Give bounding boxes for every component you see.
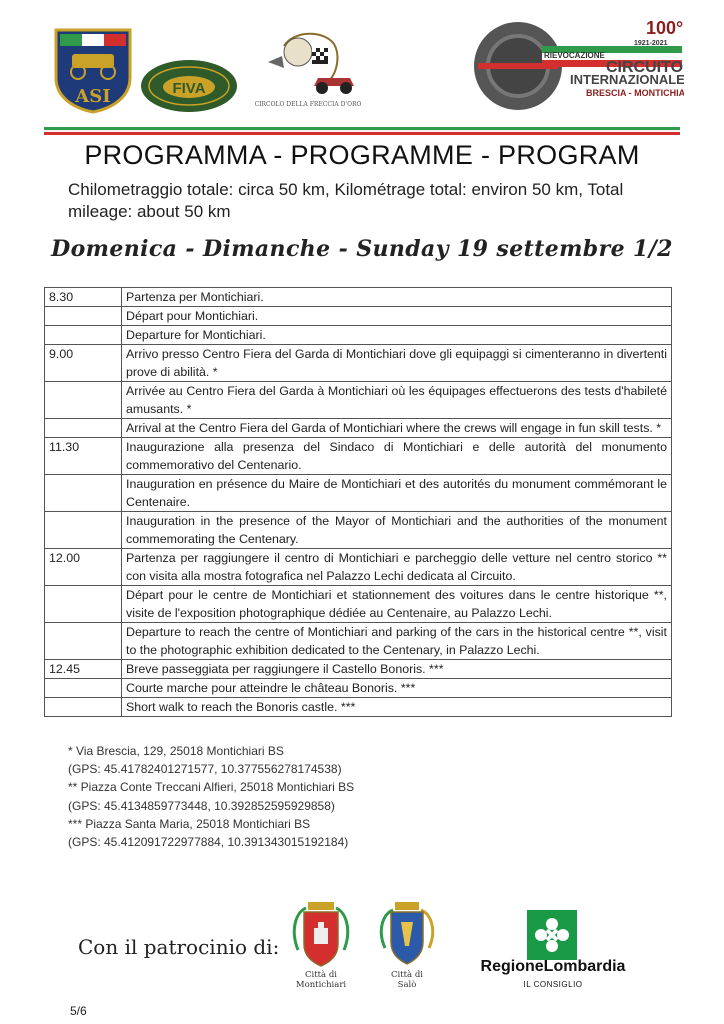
schedule-row [45,345,672,382]
header-stripe-red [44,132,680,135]
schedule-row [45,660,672,679]
salo-coat-of-arms-icon [375,900,439,970]
schedule-time [45,475,122,512]
svg-text:ASI: ASI [75,86,111,107]
schedule-row [45,288,672,307]
schedule-description: Départ pour Montichiari. [122,307,672,326]
schedule-time [45,307,122,326]
schedule-time [45,586,122,623]
schedule-time [45,419,122,438]
schedule-time: 12.45 [45,660,122,679]
schedule-time: 12.00 [45,549,122,586]
schedule-row [45,623,672,660]
schedule-row [45,679,672,698]
schedule-description: Partenza per Montichiari. [122,288,672,307]
note-line: *** Piazza Santa Maria, 25018 Montichiari BS [68,816,311,831]
patronage-label: Con il patrocinio di: [78,935,280,959]
schedule-row [45,307,672,326]
schedule-row [45,512,672,549]
schedule-row [45,382,672,419]
schedule-description: Inauguration in the presence of the Mayor of Montichiari and the authorities of the monument commemorating the Centenary. [122,512,672,549]
regione-lombardia-logo-icon [527,910,577,960]
regione-lombardia-name: RegioneLombardia [480,958,626,975]
note-line: ** Piazza Conte Treccani Alfieri, 25018 Montichiari BS [68,780,355,795]
schedule-row [45,326,672,345]
circuito-internazionale-logo [474,18,684,114]
schedule-time [45,512,122,549]
schedule-time: 9.00 [45,345,122,382]
svg-text:BRESCIA - MONTICHIARI: BRESCIA - MONTICHIARI [586,88,684,98]
schedule-description: Departure to reach the centre of Montichiari and parking of the cars in the historical centre **, visit to the photographic exhibition dedicated to the Centenary, in Palazzo Lechi. [122,623,672,660]
svg-text:FIVA: FIVA [172,80,206,97]
montichiari-coat-of-arms-icon [290,900,352,970]
schedule-row [45,475,672,512]
asi-logo [52,26,134,114]
schedule-time: 11.30 [45,438,122,475]
schedule-row [45,549,672,586]
note-line: (GPS: 45.41782401271577, 10.377556278174538) [68,762,342,777]
schedule-table [44,287,672,717]
note-line: (GPS: 45.4134859773448, 10.392852595929858) [68,798,335,813]
schedule-description: Inaugurazione alla presenza del Sindaco di Montichiari e delle autorità del monumento commemorativo del Centenario. [122,438,672,475]
page-number: 5/6 [70,1004,87,1018]
schedule-row [45,586,672,623]
schedule-description: Arrivo presso Centro Fiera del Garda di Montichiari dove gli equipaggi si cimenteranno in divertenti prove di abilità. * [122,345,672,382]
schedule-description: Breve passeggiata per raggiungere il Castello Bonoris. *** [122,660,672,679]
schedule-time [45,679,122,698]
svg-text:CIRCUITO: CIRCUITO [606,59,684,76]
page-title: PROGRAMMA - PROGRAMME - PROGRAM [84,140,640,170]
regione-lombardia-consiglio: IL CONSIGLIO [523,980,583,989]
schedule-row [45,438,672,475]
note-line: * Via Brescia, 129, 25018 Montichiari BS [68,744,284,758]
svg-text:1921-2021: 1921-2021 [634,40,668,47]
schedule-description: Arrivée au Centro Fiera del Garda à Montichiari où les équipages effectuerons des tests d'habileté amusants. * [122,382,672,419]
note-line: (GPS: 45.412091722977884, 10.391343015192184) [68,835,349,850]
schedule-time [45,698,122,717]
svg-text:100°: 100° [646,18,684,38]
circolo-freccia-doro-logo [254,26,362,112]
schedule-time [45,382,122,419]
fiva-logo [139,58,239,114]
schedule-row [45,698,672,717]
schedule-time [45,623,122,660]
schedule-time: 8.30 [45,288,122,307]
schedule-description: Arrival at the Centro Fiera del Garda of Montichiari where the crews will engage in fun skill tests. * [122,419,672,438]
salo-label: Città di Salò [391,970,423,990]
schedule-description: Départ pour le centre de Montichiari et stationnement des voitures dans le centre historique **, visite de l'exposition photographique dédiée au Centenaire, au Palazzo Lechi. [122,586,672,623]
schedule-description: Courte marche pour atteindre le château Bonoris. *** [122,679,672,698]
svg-text:RIEVOCAZIONE: RIEVOCAZIONE [544,51,605,60]
schedule-description: Partenza per raggiungere il centro di Montichiari e parcheggio delle vetture nel centro storico ** con visita alla mostra fotografica nel Palazzo Lechi dedicata al Circuito. [122,549,672,586]
address-notes [68,742,468,851]
svg-text:CIRCOLO DELLA FRECCIA D'ORO: CIRCOLO DELLA FRECCIA D'ORO [254,101,362,108]
schedule-description: Departure for Montichiari. [122,326,672,345]
svg-text:INTERNAZIONALE: INTERNAZIONALE [570,72,684,87]
montichiari-label: Città di Montichiari [295,970,347,990]
schedule-row [45,419,672,438]
total-mileage: Chilometraggio totale: circa 50 km, Kilométrage total: environ 50 km, Total mileage: about 50 km [68,180,624,221]
day-heading: Domenica - Dimanche - Sunday 19 settembre 1/2 [51,236,673,262]
schedule-description: Short walk to reach the Bonoris castle. *** [122,698,672,717]
schedule-time [45,326,122,345]
schedule-description: Inauguration en présence du Maire de Montichiari et des autorités du monument commémorant le Centenaire. [122,475,672,512]
